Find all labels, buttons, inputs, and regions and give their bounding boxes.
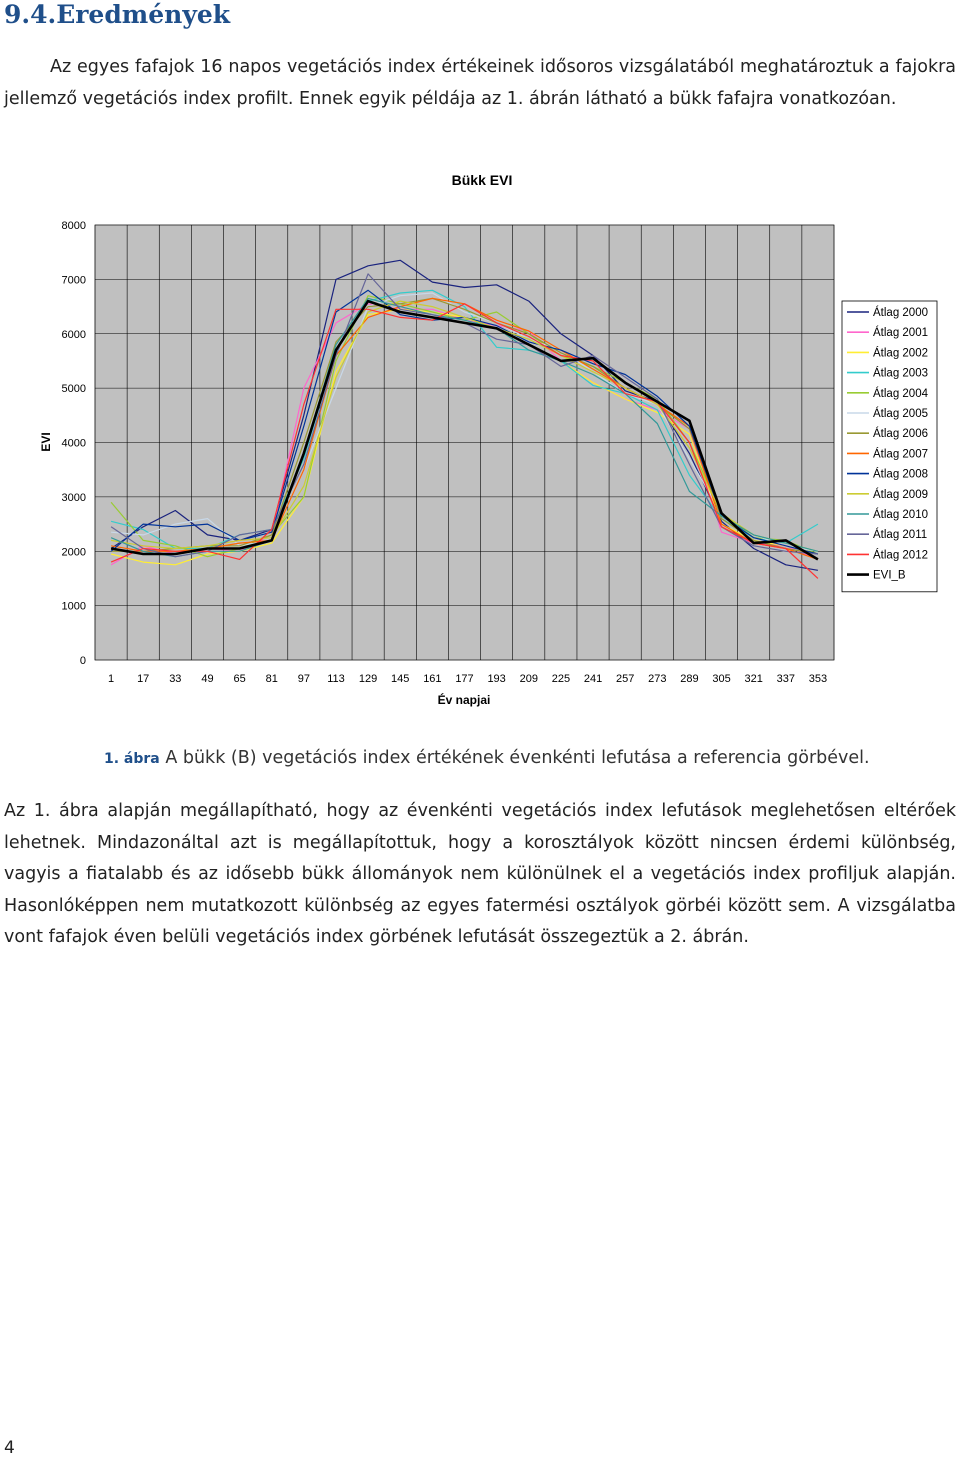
x-tick-label: 177 [455, 673, 474, 685]
figure-caption [104, 748, 870, 768]
legend-entry: Átlag 2011 [873, 529, 928, 542]
y-tick-label: 3000 [61, 491, 86, 504]
y-axis-label: EVI [39, 432, 53, 452]
x-tick-label: 49 [201, 673, 214, 685]
x-tick-label: 353 [808, 673, 828, 685]
y-tick-label: 7000 [61, 274, 86, 287]
caption-number: 1. ábra [104, 751, 160, 767]
y-tick-label: 4000 [61, 437, 86, 450]
x-tick-label: 161 [423, 673, 442, 685]
legend-entry: Átlag 2001 [873, 327, 928, 340]
caption-text: A bükk (B) vegetációs index értékének évenkénti lefutása a referencia görbével. [159, 748, 870, 768]
x-tick-label: 113 [327, 673, 345, 685]
body-paragraph: Az 1. ábra alapján megállapítható, hogy az évenkénti vegetációs index lefutások meglehetősen eltérőek lehetnek. Mindazonáltal azt is megállapítottuk, hogy a korosztályok között nincsen érdemi különbség, vagyis a fiatalabb és az idősebb bükk állományok nem különülnek el a vegetációs index profiljuk alapján. Hasonlóképpen nem mutatkozott különbség az egyes fatermési osztályok görbéi között sem. A vizsgálatba vont fafajok éven belüli vegetációs index görbének lefutását összegeztük a 2. ábrán. [4, 801, 956, 947]
legend-entry: Átlag 2007 [873, 448, 928, 461]
x-tick-label: 241 [583, 673, 603, 685]
chart-legend [842, 301, 937, 592]
legend-entry: Átlag 2009 [873, 488, 928, 501]
y-tick-label: 2000 [61, 546, 86, 559]
x-axis-label: Év napjai [437, 693, 491, 707]
y-axis-ticks [62, 220, 86, 667]
x-axis-ticks [108, 673, 827, 685]
legend-entry: Átlag 2003 [873, 367, 928, 380]
x-tick-label: 97 [297, 673, 310, 685]
x-tick-label: 225 [551, 673, 571, 685]
page-number: 4 [4, 1438, 15, 1458]
x-tick-label: 81 [265, 673, 278, 685]
y-tick-label: 8000 [61, 220, 86, 232]
legend-entry: Átlag 2005 [873, 408, 928, 420]
x-tick-label: 193 [487, 673, 506, 685]
y-tick-label: 5000 [61, 383, 86, 396]
legend-entry: Átlag 2010 [873, 509, 928, 521]
chart-title: Bükk EVI [451, 172, 513, 188]
x-tick-label: 257 [615, 673, 635, 685]
x-tick-label: 273 [648, 673, 667, 685]
x-tick-label: 65 [233, 673, 246, 685]
legend-entry: Átlag 2012 [873, 549, 928, 562]
y-tick-label: 6000 [61, 328, 86, 341]
legend-entry: Átlag 2002 [873, 347, 928, 360]
legend-entry: EVI_B [873, 569, 906, 582]
evi-chart [30, 166, 928, 726]
y-tick-label: 1000 [61, 600, 86, 613]
x-tick-label: 1 [108, 673, 115, 685]
x-tick-label: 17 [137, 673, 150, 685]
legend-entry: Átlag 2004 [873, 387, 928, 400]
x-tick-label: 337 [776, 673, 795, 685]
intro-paragraph: Az egyes fafajok 16 napos vegetációs index értékeinek idősoros vizsgálatából meghatároztuk a fajokra jellemző vegetációs index profilt. Ennek egyik példája az 1. ábrán látható a bükk fafajra vonatkozóan. [4, 57, 956, 109]
y-tick-label: 0 [79, 655, 86, 667]
section-heading: 9.4.Eredmények [4, 0, 231, 29]
x-tick-label: 129 [358, 673, 378, 685]
legend-entry: Átlag 2000 [873, 307, 928, 319]
legend-entry: Átlag 2008 [873, 468, 928, 481]
x-tick-label: 145 [391, 673, 410, 685]
legend-box [842, 301, 937, 592]
legend-entry: Átlag 2006 [873, 428, 928, 441]
x-tick-label: 305 [712, 673, 731, 685]
x-tick-label: 321 [744, 673, 763, 685]
chart-svg [30, 166, 928, 726]
x-tick-label: 209 [519, 673, 538, 685]
x-tick-label: 289 [680, 673, 699, 685]
x-tick-label: 33 [169, 673, 182, 685]
